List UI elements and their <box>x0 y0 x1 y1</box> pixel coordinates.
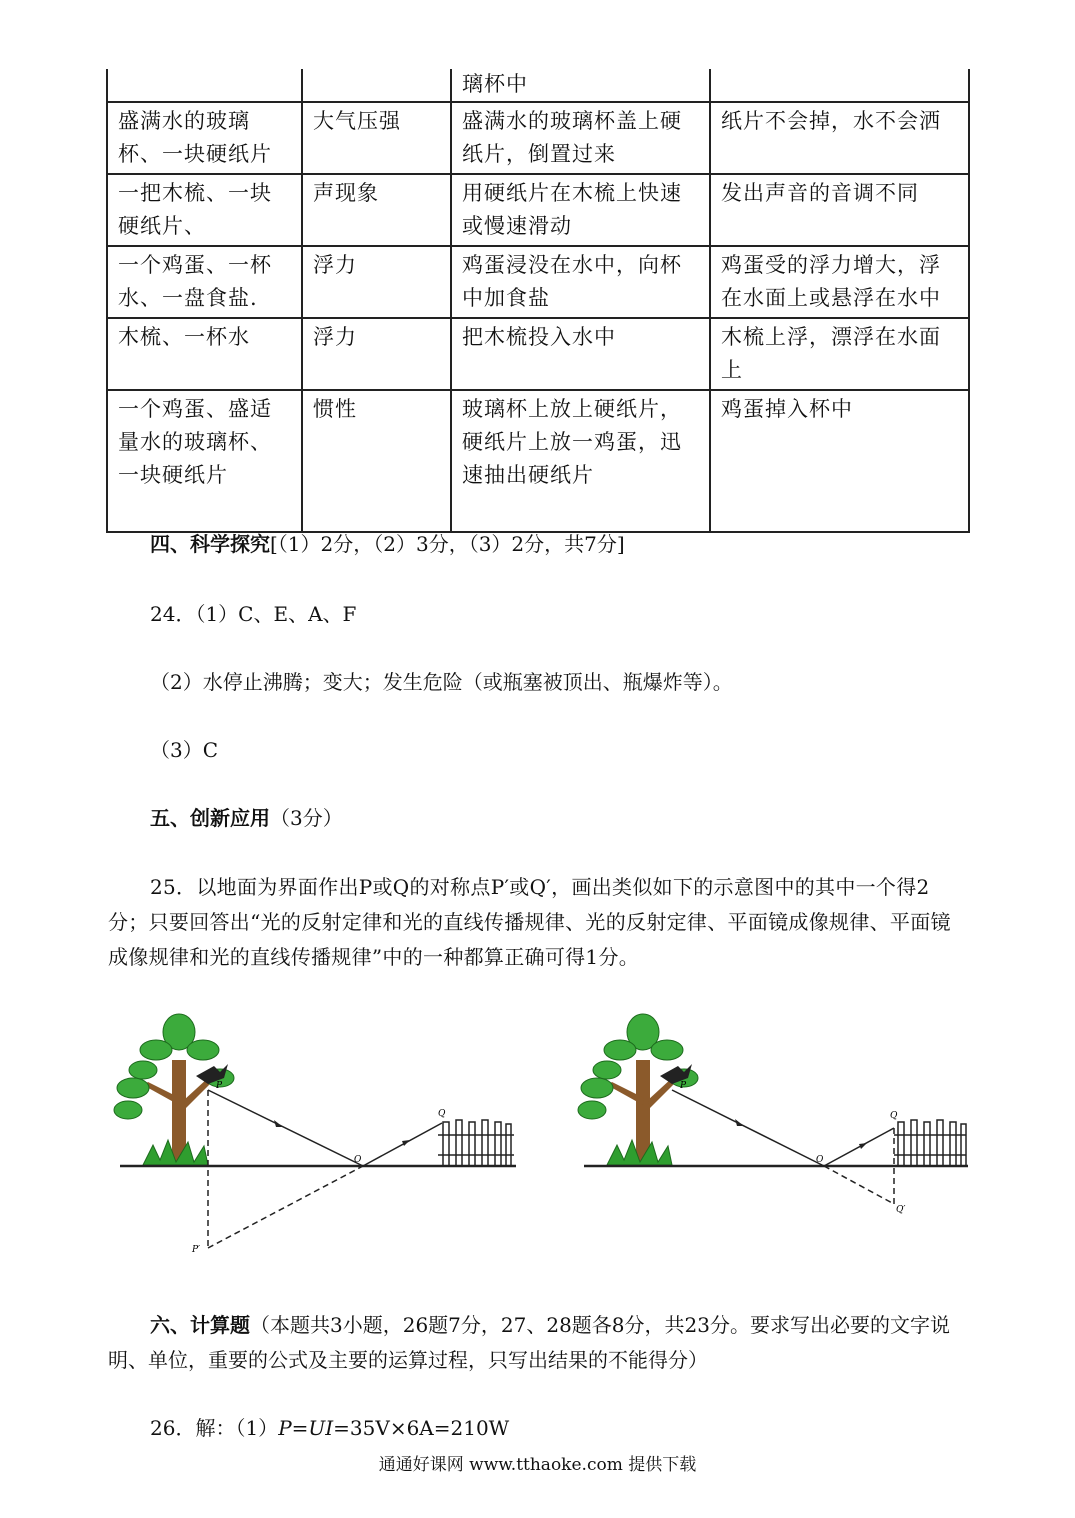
answer-table <box>106 69 970 533</box>
image-dashed-line <box>824 1166 894 1204</box>
table-cell: 浮力 <box>302 246 451 318</box>
table-cell: 玻璃杯上放上硬纸片，硬纸片上放一鸡蛋，迅速抽出硬纸片 <box>451 390 710 532</box>
table-cell: 盛满水的玻璃杯、一块硬纸片 <box>107 102 302 174</box>
table-cell <box>710 69 969 102</box>
label-q: Q <box>438 1109 446 1119</box>
label-o: O <box>354 1155 362 1165</box>
table-cell: 惯性 <box>302 390 451 532</box>
page-footer: 通通好课网 www.tthaoke.com 提供下载 <box>378 1455 697 1475</box>
figure-left <box>108 1010 520 1260</box>
table-row <box>107 246 969 318</box>
table-cell: 纸片不会掉，水不会洒 <box>710 102 969 174</box>
table-cell: 璃杯中 <box>451 69 710 102</box>
reflected-arrow-icon <box>402 1140 410 1146</box>
q26-formula: P=UI <box>278 1416 334 1440</box>
fence-icon <box>438 1120 514 1166</box>
label-p-prime: P′ <box>192 1245 201 1255</box>
table-cell: 一个鸡蛋、盛适量水的玻璃杯、一块硬纸片 <box>107 390 302 532</box>
table-cell: 木梳上浮，漂浮在水面上 <box>710 318 969 390</box>
reflected-arrow-icon <box>859 1143 867 1149</box>
q26-rest: =35V×6A=210W <box>333 1416 510 1440</box>
table-cell: 大气压强 <box>302 102 451 174</box>
table-row <box>107 174 969 246</box>
table-cell: 声现象 <box>302 174 451 246</box>
table-row <box>107 390 969 532</box>
table-cell: 一个鸡蛋、一杯水、一盘食盐. <box>107 246 302 318</box>
section6-heading: 六、计算题 <box>150 1313 250 1337</box>
table-cell: 浮力 <box>302 318 451 390</box>
q26-prefix: 26．解：（1） <box>150 1416 279 1440</box>
figure-right <box>572 1010 972 1220</box>
q26-line <box>150 1411 509 1445</box>
reflected-ray <box>824 1128 894 1166</box>
table-cell: 盛满水的玻璃杯盖上硬纸片，倒置过来 <box>451 102 710 174</box>
section6-desc: （本题共3小题，26题7分，27、28题各8分，共23分。要求写出必要的文字说明、单位，重要的公式及主要的运算过程，只写出结果的不能得分） <box>108 1313 950 1372</box>
table-cell: 木梳、一杯水 <box>107 318 302 390</box>
table-cell: 把木梳投入水中 <box>451 318 710 390</box>
table-row <box>107 69 969 102</box>
section5-score: （3分） <box>270 806 343 830</box>
fence-icon <box>894 1120 966 1166</box>
reflected-ray <box>363 1123 442 1166</box>
table-cell: 鸡蛋受的浮力增大，浮在水面上或悬浮在水中 <box>710 246 969 318</box>
q25-text: 25．以地面为界面作出P或Q的对称点P′或Q′，画出类似如下的示意图中的其中一个得2分；只要回答出“光的反射定律和光的直线传播规律、光的反射定律、平面镜成像规律、平面镜成像规律和光的直线传播规律”中的一种都算正确可得1分。 <box>108 875 951 969</box>
label-p: P <box>216 1081 223 1091</box>
table-row <box>107 102 969 174</box>
section6-block <box>108 1308 970 1378</box>
section4-score: [（1）2分，（2）3分，（3）2分，共7分] <box>270 532 625 556</box>
table-cell: 用硬纸片在木梳上快速或慢速滑动 <box>451 174 710 246</box>
label-q: Q <box>890 1111 898 1121</box>
label-q-prime: Q′ <box>896 1205 906 1215</box>
answer-table-body <box>107 69 969 532</box>
table-cell <box>107 69 302 102</box>
incident-ray <box>208 1090 363 1166</box>
section4-heading-line <box>150 527 625 561</box>
q24-answer-2: （2）水停止沸腾；变大；发生危险（或瓶塞被顶出、瓶爆炸等）。 <box>150 670 733 694</box>
section4-heading: 四、科学探究 <box>150 532 270 556</box>
table-cell: 发出声音的音调不同 <box>710 174 969 246</box>
q24-answer-1: 24．（1）C、E、A、F <box>150 602 357 626</box>
table-cell: 鸡蛋掉入杯中 <box>710 390 969 532</box>
label-o: O <box>816 1155 824 1165</box>
label-p: P <box>680 1081 687 1091</box>
incident-ray <box>672 1090 824 1166</box>
table-cell <box>302 69 451 102</box>
table-cell: 鸡蛋浸没在水中，向杯中加食盐 <box>451 246 710 318</box>
table-row <box>107 318 969 390</box>
section5-heading: 五、创新应用 <box>150 806 270 830</box>
table-cell: 一把木梳、一块硬纸片、 <box>107 174 302 246</box>
image-dashed-line <box>208 1166 363 1248</box>
q24-answer-3: （3）C <box>150 738 219 762</box>
section5-heading-line <box>150 801 343 835</box>
